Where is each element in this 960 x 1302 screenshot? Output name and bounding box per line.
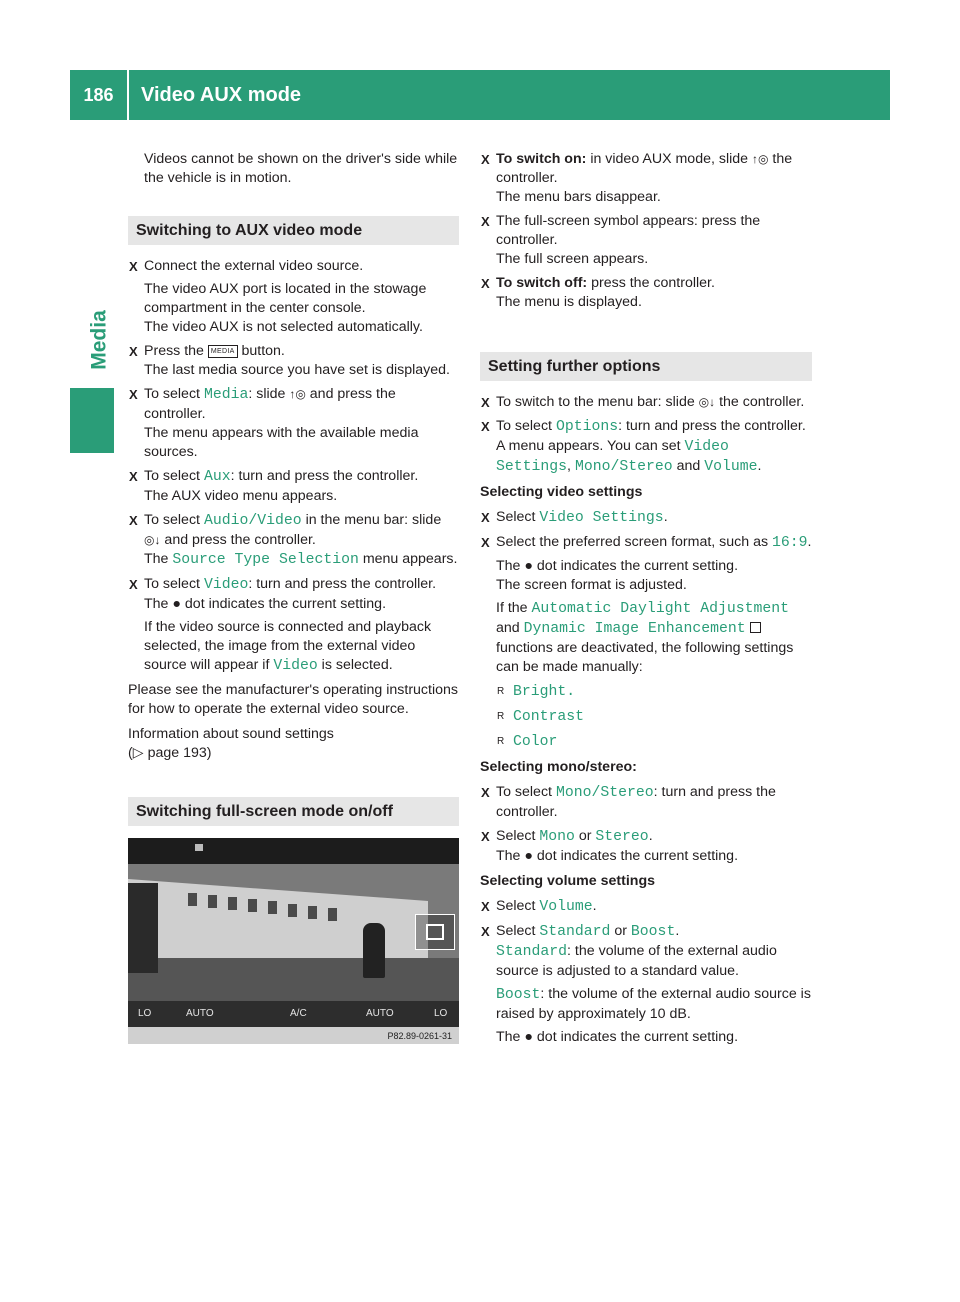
step-arrow-icon: X [129, 387, 138, 402]
step-select-volume: X Select Volume. [481, 898, 597, 915]
step-arrow-icon: X [129, 259, 138, 274]
fullscreen-mode-photo [128, 838, 459, 1044]
section-heading-aux: Switching to AUX video mode [128, 216, 459, 245]
fan-auto-label: AUTO [366, 1008, 394, 1019]
ac-label: A/C [290, 1008, 307, 1019]
sound-reference: Information about sound settings (▷ page 193) [128, 726, 334, 761]
step-arrow-icon: X [481, 899, 490, 914]
list-item: R Bright. [497, 684, 576, 700]
person-image [363, 923, 385, 978]
section-tab-label: Media [87, 310, 111, 370]
status-icon [195, 844, 203, 851]
step-select-mono-stereo: X To select Mono/Stereo: turn and press the controller. [481, 784, 776, 820]
left-column [128, 150, 459, 1044]
controller-slide-down-icon: ◎↓ [144, 533, 161, 547]
selection-dot-icon: ● [524, 558, 533, 574]
bullet-icon: R [497, 736, 505, 747]
manual-note: Please see the manufacturer's operating instructions for how to operate the external video source. [128, 682, 458, 717]
fan-auto-label: AUTO [186, 1008, 214, 1019]
step-arrow-icon: X [129, 577, 138, 592]
checkbox-icon [750, 622, 761, 633]
image-code: P82.89-0261-31 [387, 1031, 452, 1041]
step-press-media: X Press the MEDIA button. The last media source you have set is displayed. [129, 343, 450, 378]
media-button-icon: MEDIA [208, 345, 238, 358]
step-arrow-icon: X [481, 510, 490, 525]
step-select-audio-video: X To select Audio/Video in the menu bar: slide ◎↓ and press the controller. The Source Type Selection menu appears. [129, 512, 458, 568]
step-arrow-icon: X [481, 395, 490, 410]
bullet-icon: R [497, 711, 505, 722]
section-tab-marker [70, 388, 114, 453]
page-number: 186 [83, 85, 114, 105]
step-fullscreen-symbol: X The full-screen symbol appears: press the controller. The full screen appears. [481, 213, 761, 267]
page-title: Video AUX mode [141, 84, 302, 106]
subheading-mono-stereo: Selecting mono/stereo: [480, 759, 637, 775]
step-arrow-icon: X [129, 469, 138, 484]
section-heading-fullscreen: Switching full-screen mode on/off [128, 797, 459, 826]
step-arrow-icon: X [481, 785, 490, 800]
controller-slide-down-icon: ◎↓ [698, 395, 716, 409]
fullscreen-icon [415, 914, 455, 950]
list-item: R Color [497, 734, 558, 750]
list-item: R Contrast [497, 709, 585, 725]
step-arrow-icon: X [129, 513, 138, 528]
selection-dot-icon: ● [172, 596, 181, 612]
controller-slide-up-icon: ↑◎ [289, 387, 306, 401]
page-ref-arrow-icon: ▷ [132, 745, 144, 761]
step-arrow-icon: X [481, 924, 490, 939]
intro-text: Videos cannot be shown on the driver's side while the vehicle is in motion. [144, 151, 458, 186]
right-column [480, 150, 812, 1052]
climate-menu-bar: LO AUTO A/C AUTO LO [128, 1001, 459, 1027]
step-connect: X Connect the external video source. The video AUX port is located in the stowage compartment in the center console. The video AUX is not selected automatically. [129, 258, 427, 335]
selection-dot-icon: ● [524, 1029, 533, 1045]
step-select-mono-or-stereo: X Select Mono or Stereo. The ● dot indicates the current setting. [481, 828, 739, 864]
step-arrow-icon: X [481, 829, 490, 844]
subheading-volume-settings: Selecting volume settings [480, 873, 656, 889]
step-arrow-icon: X [481, 419, 490, 434]
step-screen-format: X Select the preferred screen format, such as 16:9. The ● dot indicates the current setting. The screen format is adjusted. If the Automatic Daylight Adjustment and Dynamic Image Enhancement functions are deactivated, the following settings can be made manually: [481, 534, 812, 675]
step-select-video: X To select Video: turn and press the controller. The ● dot indicates the current setting. If the video source is connected and playback selected, the image from the external video source will appear if Video is selected. [129, 576, 437, 674]
step-switch-menu-bar: X To switch to the menu bar: slide ◎↓ the controller. [481, 394, 805, 410]
step-switch-off: X To switch off: press the controller. The menu is displayed. [481, 275, 715, 310]
step-arrow-icon: X [129, 344, 138, 359]
selection-dot-icon: ● [524, 848, 533, 864]
step-select-options: X To select Options: turn and press the controller. A menu appears. You can set Video Settings, Mono/Stereo and Volume. [481, 418, 806, 475]
step-select-aux: X To select Aux: turn and press the controller. The AUX video menu appears. [129, 468, 419, 504]
step-switch-on: X To switch on: in video AUX mode, slide ↑◎ the controller. The menu bars disappear. [481, 151, 793, 205]
controller-slide-up-icon: ↑◎ [751, 152, 769, 166]
step-arrow-icon: X [481, 276, 490, 291]
step-select-media: X To select Media: slide ↑◎ and press the controller. The menu appears with the available media sources. [129, 386, 419, 460]
header-divider [127, 70, 129, 120]
step-arrow-icon: X [481, 535, 490, 550]
step-select-video-settings: X Select Video Settings. [481, 509, 668, 526]
step-select-standard-boost: X Select Standard or Boost. Standard: the volume of the external audio source is adjusted to a standard value. Boost: the volume of the external audio source is raised by approximately 10 dB. The ● dot indicates the current setting. [481, 923, 811, 1045]
bullet-icon: R [497, 686, 505, 697]
subheading-video-settings: Selecting video settings [480, 484, 643, 500]
step-arrow-icon: X [481, 152, 490, 167]
step-arrow-icon: X [481, 214, 490, 229]
section-heading-options: Setting further options [480, 352, 812, 381]
